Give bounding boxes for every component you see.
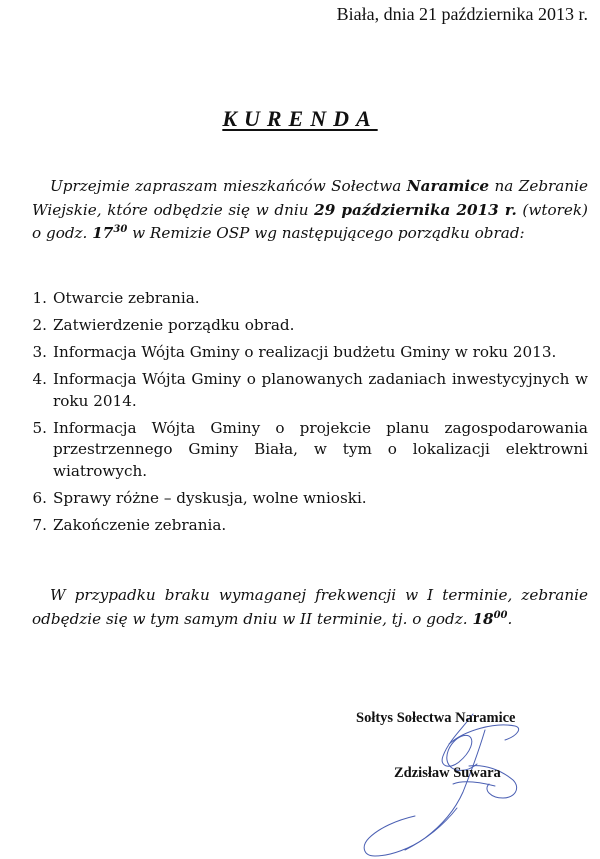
agenda-item-text: Informacja Wójta Gminy o projekcie planu zagospodarowania przestrzennego Gminy Biała, w tym o lokalizacji elektrowni wiatrowych.	[53, 418, 588, 480]
agenda-item-number: 2.	[32, 316, 47, 334]
invitation-text-3: (wtorek) o godz.	[32, 200, 588, 242]
agenda-item-text: Zatwierdzenie porządku obrad.	[53, 316, 295, 334]
meeting-date: 29 października 2013 r.	[314, 200, 517, 219]
notice-text-1: W przypadku braku wymaganej frekwencji w I terminie, zebranie odbędzie się w tym samym dniu w II terminie, tj. o godz.	[32, 586, 588, 628]
agenda-item-number: 6.	[32, 488, 47, 507]
quorum-notice	[32, 584, 588, 631]
agenda-item-text: Otwarcie zebrania.	[53, 289, 200, 307]
date-line: Biała, dnia 21 października 2013 r.	[336, 4, 588, 24]
agenda-item	[24, 418, 588, 483]
agenda-item	[24, 369, 588, 412]
agenda-item	[24, 515, 588, 537]
village-name: Naramice	[406, 177, 490, 195]
agenda-item	[24, 288, 588, 310]
invitation-text-4: w Remizie OSP wg następującego porządku obrad:	[127, 224, 525, 242]
second-term-minutes: 00	[493, 609, 508, 621]
agenda-item-text: Zakończenie zebrania.	[53, 515, 227, 534]
notice-text-2: .	[507, 609, 513, 628]
invitation-paragraph	[32, 175, 588, 246]
meeting-minutes: 30	[113, 224, 128, 235]
invitation-text-1: Uprzejmie zapraszam mieszkańców Sołectwa	[50, 177, 407, 195]
agenda-list	[24, 288, 588, 542]
agenda-item-text: Sprawy różne – dyskusja, wolne wnioski.	[53, 488, 367, 507]
signatory-name: Zdzisław Suwara	[394, 765, 501, 781]
agenda-item-number: 7.	[32, 515, 47, 534]
agenda-item-number: 5.	[32, 418, 47, 437]
agenda-item-number: 3.	[32, 343, 47, 361]
agenda-item-text: Informacja Wójta Gminy o realizacji budżetu Gminy w roku 2013.	[53, 343, 557, 361]
agenda-item	[24, 315, 588, 337]
agenda-item-text: Informacja Wójta Gminy o planowanych zadaniach inwestycyjnych w roku 2014.	[53, 370, 588, 410]
signatory-role: Sołtys Sołectwa Naramice	[356, 710, 516, 726]
signature-strokes	[364, 714, 518, 856]
invitation-text-2: na Zebranie Wiejskie, które odbędzie się w dniu	[32, 177, 588, 219]
agenda-item	[24, 488, 588, 510]
meeting-hour: 17	[92, 224, 114, 242]
agenda-item-number: 4.	[32, 370, 47, 388]
second-term-hour: 18	[472, 609, 494, 628]
agenda-item-number: 1.	[32, 289, 47, 307]
agenda-item	[24, 342, 588, 364]
document-title: KURENDA	[222, 106, 378, 131]
